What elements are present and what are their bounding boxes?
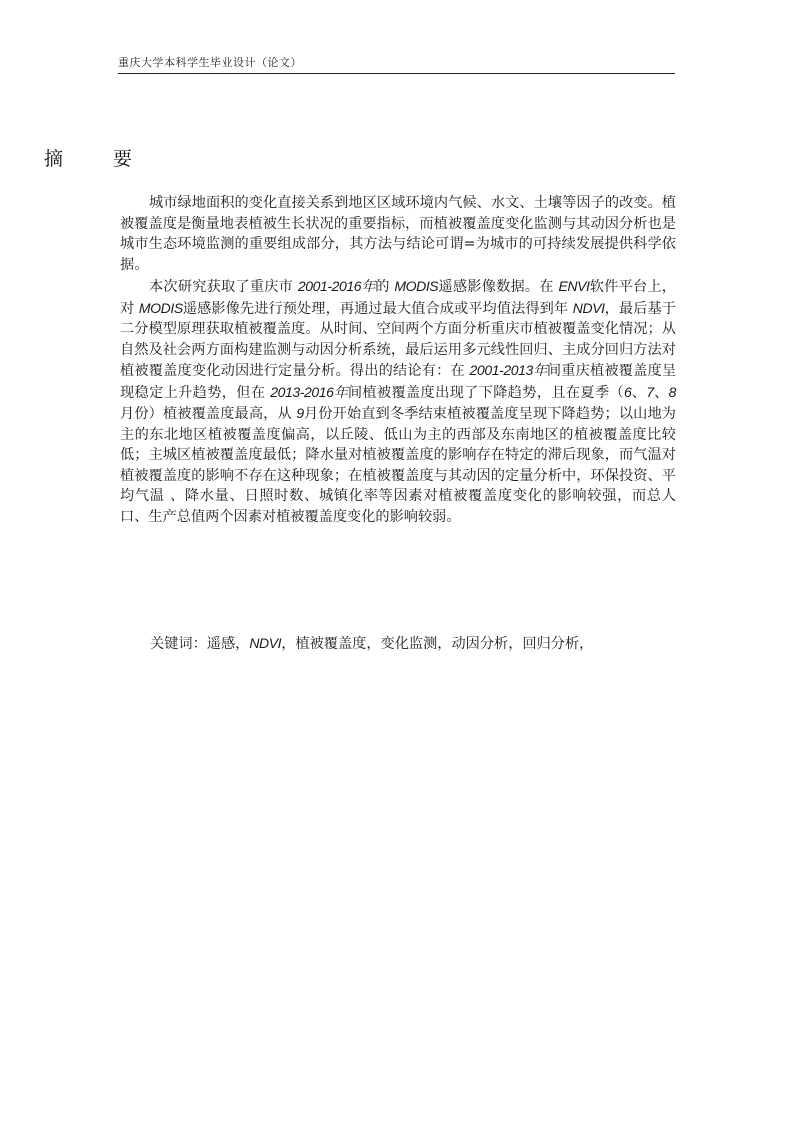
- abstract-title: 摘 要: [44, 148, 155, 170]
- para2-term-ndvi: NDVI: [572, 299, 605, 316]
- para2-text: 月份）植被覆盖度最高，从: [120, 406, 297, 422]
- para2-text: 间重庆植被覆盖度呈现稳定上升趋势，但在: [120, 363, 677, 401]
- abstract-paragraph-1: 城市绿地面积的变化直接关系到地区区域环境内气候、水文、土壤等因子的改变。植被覆盖度是衡量地表植被生长状况的重要指标，而植被覆盖度变化监测与其动因分析也是城市生态环境监测的重要组成部分，其方法与结论可谓=为城市的可持续发展提供科学依据。: [120, 195, 676, 273]
- para2-month-number: 7: [646, 383, 654, 400]
- keywords-text: ，植被覆盖度，变化监测，动因分析，回归分析，: [281, 636, 594, 652]
- para2-text: 月份开始直到冬季结束植被覆盖度呈现下降趋势；以山地为主的东北地区植被覆盖度偏高，以丘陵、低山为主的西部及东南地区的植被覆盖度比较低；主城区植被覆盖度最低；降水量对植被覆盖度的影响存在特定的滞后现象，而气温对植被覆盖度的影响不存在这种现象；在植被覆盖度与其动因的定量分析中，环保投资、平均气温 、降水量、日照时数、城镇化率等因素对植被覆盖度变化的影响较强，而总人口、生产总值两个因素对植被覆盖度变化的影响较弱。: [120, 406, 676, 525]
- para2-text: 、: [653, 384, 669, 401]
- para2-year-range: 2013-2016年: [270, 383, 348, 400]
- keywords-text: 关键词：遥感，: [150, 636, 250, 652]
- para2-term-modis: MODIS: [138, 299, 183, 316]
- para2-text: 、: [631, 384, 647, 401]
- para2-text: 遥感影像先进行预处理，再通过最大值合成或平均值法得到年: [182, 300, 573, 317]
- para2-term-envi: ENVI: [558, 278, 590, 294]
- para2-month-number: 6: [624, 383, 632, 400]
- running-header: [118, 55, 675, 74]
- para2-text: 软件平台上，对: [120, 279, 676, 317]
- keywords-line: [150, 633, 593, 654]
- keyword-ndvi: NDVI: [249, 635, 282, 651]
- abstract-paragraph-2: [120, 276, 676, 527]
- para2-year-range: 2001-2016年: [297, 278, 376, 294]
- running-header-title: 重庆大学本科学生毕业设计（论文）: [118, 56, 302, 69]
- para2-text: ，最后基于二分模型原理获取植被覆盖度。从时间、空间两个方面分析重庆市植被覆盖变化情况；从自然及社会两方面构建监测与动因分析系统，最后运用多元线性回归、主成分回归方法对植被覆盖度变化动因进行定量分析。得出的结论有：在: [120, 300, 676, 379]
- para2-text: 的: [375, 279, 395, 295]
- para2-month-number: 9: [296, 405, 304, 421]
- para2-text: 本次研究获取了重庆市: [149, 279, 298, 295]
- para2-month-number: 8: [668, 383, 676, 400]
- para2-term-modis: MODIS: [394, 278, 439, 294]
- para2-text: 遥感影像数据。在: [438, 279, 559, 295]
- abstract-body: [120, 193, 676, 527]
- para2-year-range: 2001-2013年: [469, 362, 547, 378]
- para2-text: 间植被覆盖度出现了下降趋势，且在夏季（: [347, 384, 625, 401]
